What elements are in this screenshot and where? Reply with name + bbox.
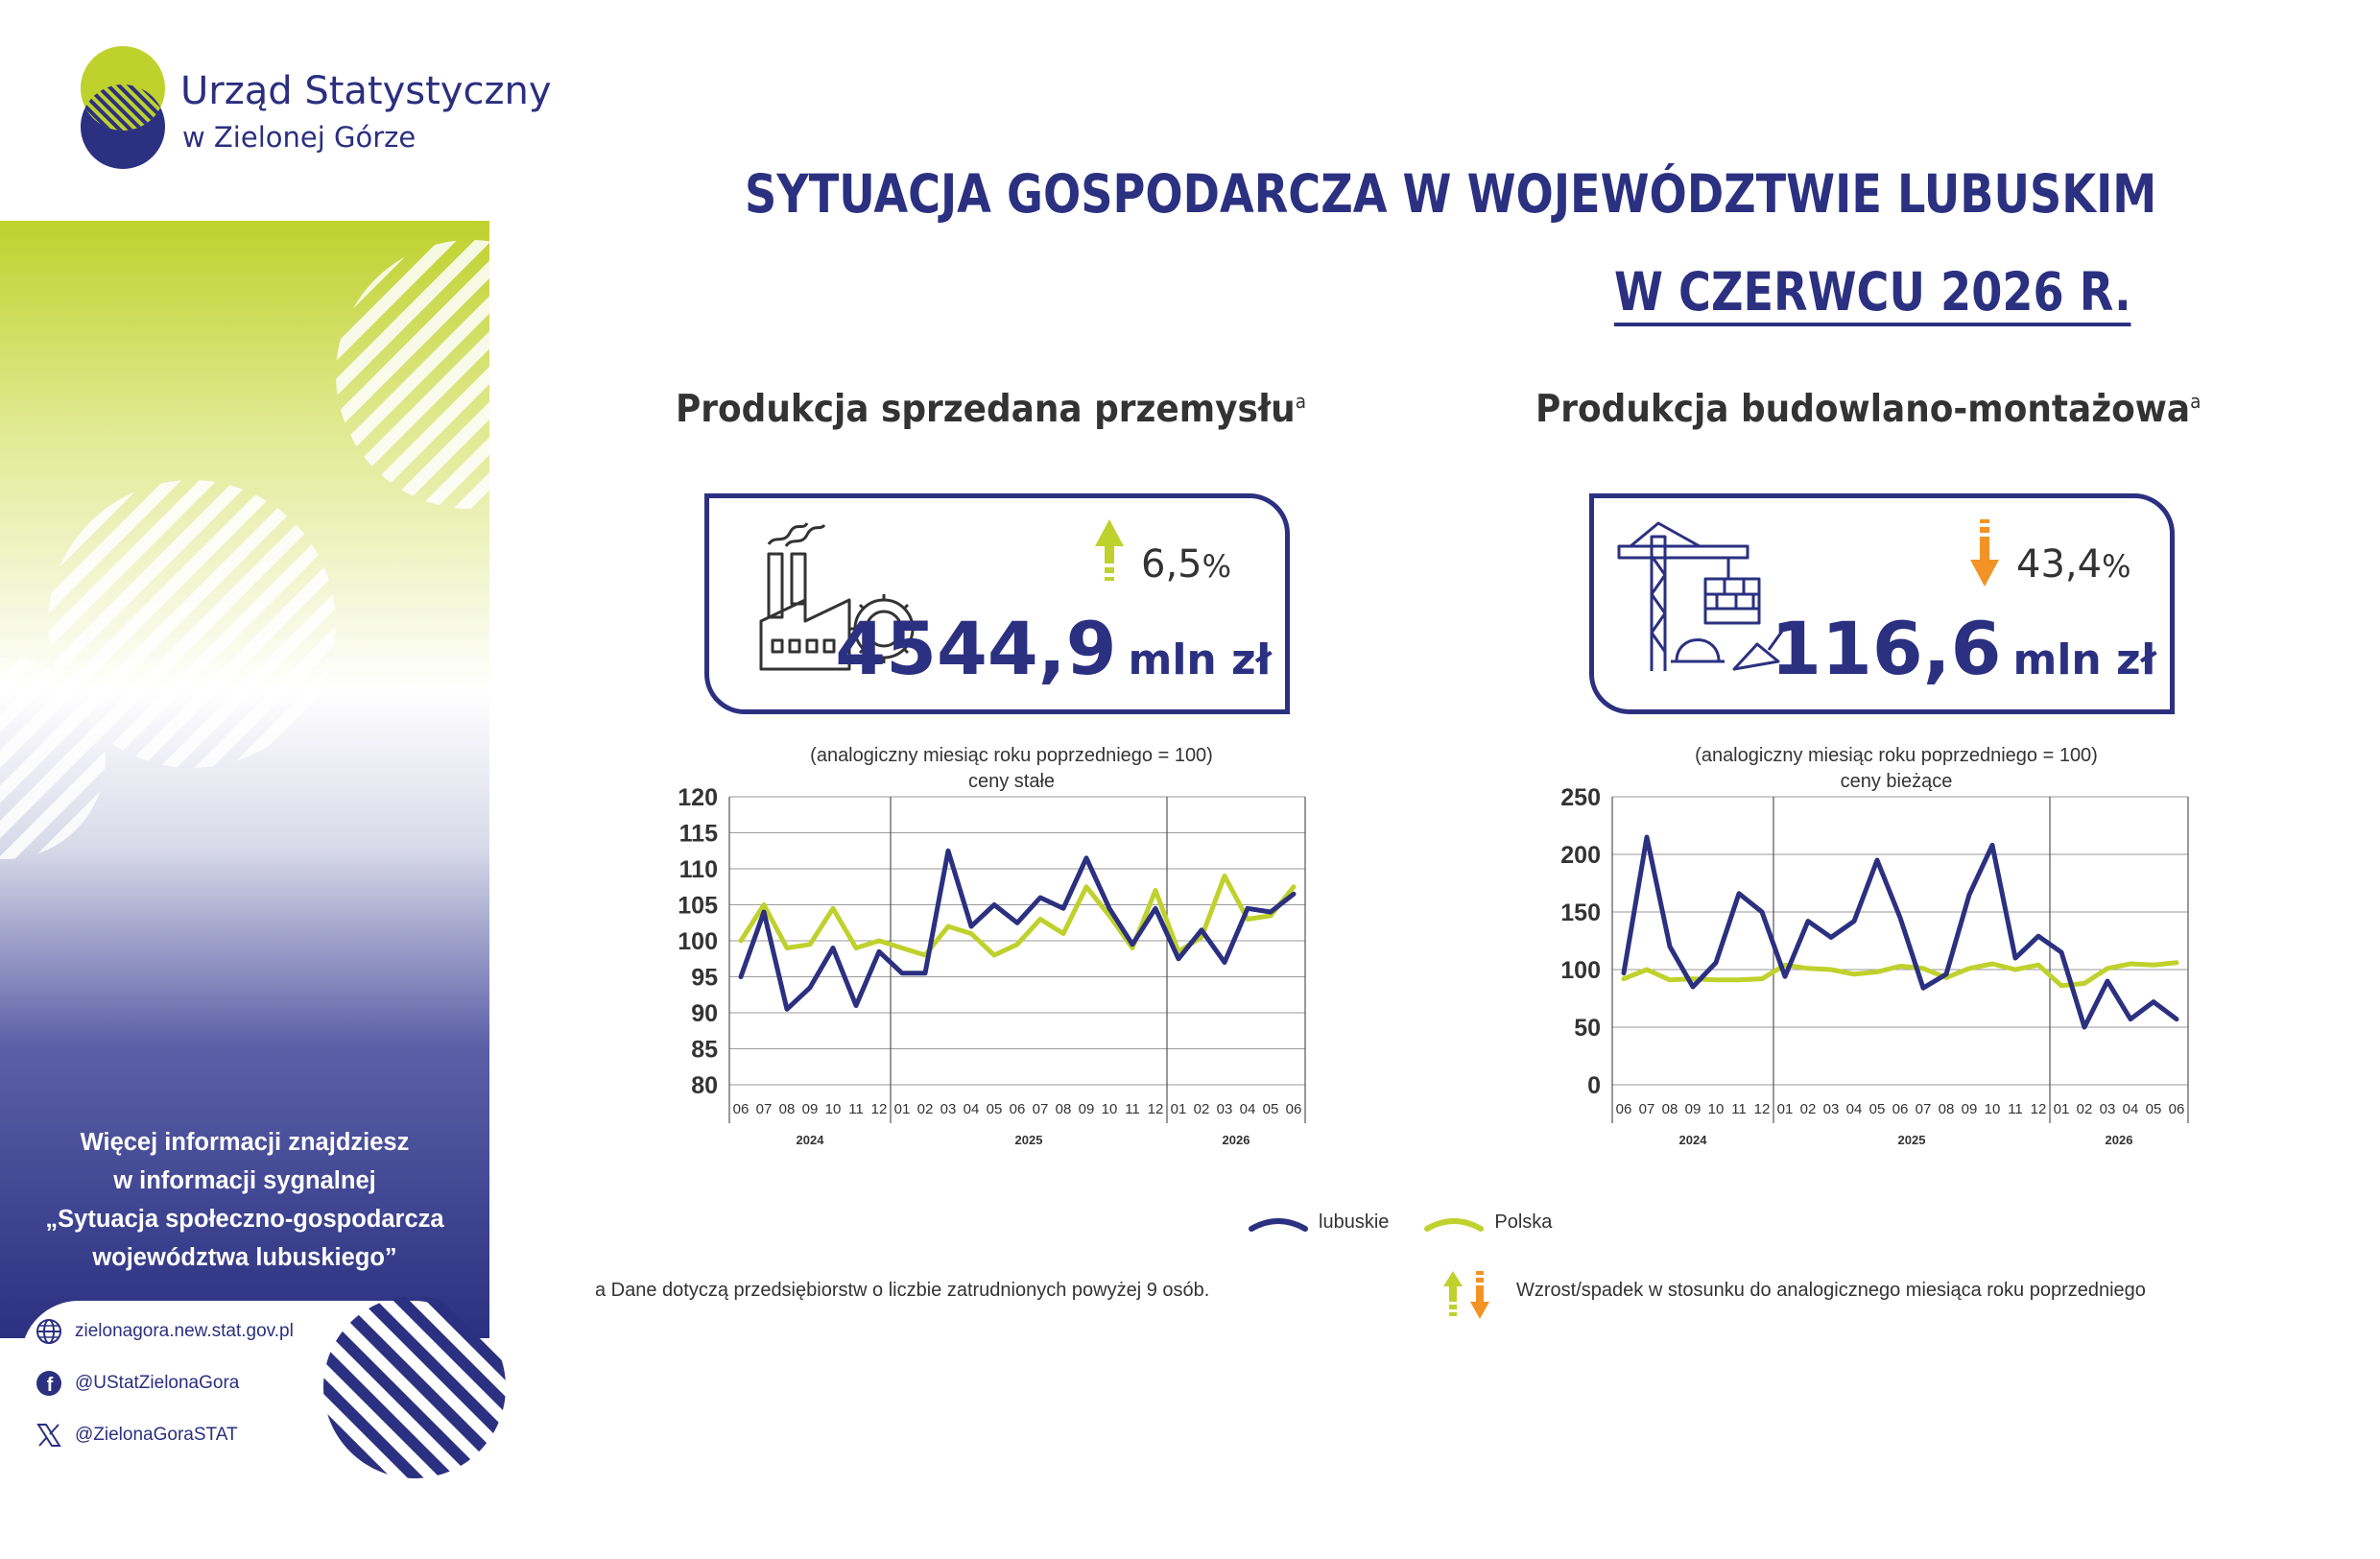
x-tick-label: 09 <box>802 1101 819 1117</box>
kpi-amount-value: 4544,9 <box>835 606 1116 691</box>
chart-legend <box>1248 1211 1552 1234</box>
kpi-amount-unit: mln zł <box>1128 636 1272 684</box>
info-line: Więcej informacji znajdziesz <box>19 1123 470 1162</box>
x-tick-label: 10 <box>1985 1101 2001 1117</box>
kpi-box-construction <box>1589 493 2175 714</box>
informatorium <box>19 1490 470 1559</box>
kpi-amount-construction <box>1771 606 2156 691</box>
y-tick-label: 115 <box>679 821 718 848</box>
footnote-mark: a <box>1296 390 1306 413</box>
line-chart-construction <box>1545 785 2207 1188</box>
y-tick-label: 120 <box>678 784 718 811</box>
y-tick-label: 90 <box>691 1000 718 1027</box>
x-tick-label: 05 <box>1869 1101 1886 1117</box>
x-year-label: 2025 <box>1898 1133 1926 1147</box>
x-tick-label: 02 <box>917 1101 934 1117</box>
kpi-change-value: 6,5 <box>1141 542 1202 587</box>
logo-icon <box>75 44 171 179</box>
kpi-change-construction <box>2016 542 2130 587</box>
y-tick-label: 95 <box>691 965 718 992</box>
x-year-label: 2026 <box>2106 1133 2133 1147</box>
x-tick-label: 12 <box>871 1101 888 1117</box>
chart-subtitle-line: ceny stałe <box>724 769 1299 795</box>
x-tick-label: 07 <box>756 1101 773 1117</box>
organization-location: w Zielonej Górze <box>182 121 416 154</box>
x-year-label: 2025 <box>1015 1133 1043 1147</box>
x-tick-label: 08 <box>1056 1101 1072 1117</box>
page-title-line2: W CZERWCU 2026 R. <box>1614 261 2131 326</box>
x-tick-label: 07 <box>1916 1101 1932 1117</box>
x-tick-label: 03 <box>1217 1101 1233 1117</box>
kpi-amount-value: 116,6 <box>1771 606 2001 691</box>
x-tick-label: 04 <box>964 1101 980 1117</box>
x-tick-label: 03 <box>940 1101 957 1117</box>
y-tick-label: 105 <box>678 893 718 920</box>
footnote: a Dane dotyczą przedsiębiorstw o liczbie zatrudnionych powyżej 9 osób. <box>595 1280 1209 1302</box>
x-year-label: 2024 <box>1679 1133 1708 1147</box>
x-tick-label: 05 <box>2146 1101 2162 1117</box>
y-tick-label: 85 <box>691 1037 718 1064</box>
section-title-text: Produkcja sprzedana przemysłu <box>676 388 1296 431</box>
website-text: zielonagora.new.stat.gov.pl <box>75 1321 294 1342</box>
x-text: @ZielonaGoraSTAT <box>75 1425 238 1446</box>
info-line: województwa lubuskiego” <box>19 1238 470 1277</box>
x-tick-label: 10 <box>825 1101 842 1117</box>
x-tick-label: 08 <box>1939 1101 1955 1117</box>
series-line-lubuskie <box>1624 837 2177 1027</box>
x-tick-label: 01 <box>1171 1101 1187 1117</box>
arrow-up-icon <box>1093 517 1126 594</box>
x-link[interactable] <box>35 1416 238 1454</box>
kpi-amount-industry <box>835 606 1272 691</box>
x-tick-label: 06 <box>1892 1101 1909 1117</box>
legend-swatch-polska <box>1423 1213 1485 1233</box>
x-tick-label: 01 <box>894 1101 911 1117</box>
x-tick-label: 07 <box>1033 1101 1049 1117</box>
x-year-label: 2024 <box>797 1133 825 1147</box>
x-tick-label: 09 <box>1962 1101 1978 1117</box>
x-tick-label: 05 <box>1263 1101 1279 1117</box>
x-tick-label: 12 <box>1754 1101 1771 1117</box>
y-tick-label: 0 <box>1587 1072 1601 1099</box>
page-title-line1: SYTUACJA GOSPODARCZA W WOJEWÓDZTWIE LUBUSKIM <box>745 163 2156 225</box>
kpi-amount-unit: mln zł <box>2012 636 2156 684</box>
kpi-box-industry <box>704 493 1290 714</box>
arrow-legend-note: Wzrost/spadek w stosunku do analogicznego miesiąca roku poprzedniego <box>1516 1280 2146 1302</box>
legend-label-polska: Polska <box>1494 1211 1552 1234</box>
globe-icon <box>35 1317 63 1346</box>
kpi-change-unit: % <box>1202 548 1231 585</box>
x-tick-label: 02 <box>2077 1101 2093 1117</box>
svg-text:f: f <box>47 1375 54 1396</box>
x-logo-icon <box>35 1421 63 1450</box>
y-tick-label: 50 <box>1574 1015 1601 1042</box>
x-tick-label: 03 <box>2100 1101 2116 1117</box>
info-line: w informacji sygnalnej <box>19 1162 470 1200</box>
x-tick-label: 06 <box>733 1101 750 1117</box>
x-tick-label: 04 <box>1240 1101 1256 1117</box>
x-tick-label: 11 <box>1125 1101 1140 1117</box>
legend-label-lubuskie: lubuskie <box>1319 1211 1389 1234</box>
y-tick-label: 100 <box>678 928 718 955</box>
arrow-down-icon <box>1968 517 2001 594</box>
legend-swatch-lubuskie <box>1248 1213 1309 1233</box>
section-title-text: Produkcja budowlano-montażowa <box>1535 388 2190 431</box>
x-tick-label: 08 <box>1662 1101 1678 1117</box>
x-tick-label: 04 <box>1846 1101 1863 1117</box>
section-title-construction <box>1535 388 2201 431</box>
x-tick-label: 09 <box>1079 1101 1095 1117</box>
y-tick-label: 110 <box>679 856 718 883</box>
x-tick-label: 06 <box>1286 1101 1302 1117</box>
info-line: „Sytuacja społeczno-gospodarcza <box>19 1200 470 1238</box>
y-tick-label: 80 <box>691 1072 718 1099</box>
chart-subtitle-line: (analogiczny miesiąc roku poprzedniego = 100) <box>1608 743 2184 769</box>
chart-subtitle-line: ceny bieżące <box>1608 769 2184 795</box>
y-tick-label: 250 <box>1560 784 1601 811</box>
x-tick-label: 06 <box>2169 1101 2185 1117</box>
informatorium-label: Informatorium statystyczne <box>19 1490 470 1524</box>
y-tick-label: 150 <box>1560 899 1601 926</box>
section-title-industry <box>676 388 1306 431</box>
x-tick-label: 09 <box>1685 1101 1702 1117</box>
informatorium-phone[interactable]: tel. 68 322 31 28 <box>19 1524 470 1559</box>
x-year-label: 2026 <box>1223 1133 1250 1147</box>
kpi-change-unit: % <box>2102 548 2130 585</box>
x-tick-label: 06 <box>1616 1101 1632 1117</box>
x-tick-label: 04 <box>2123 1101 2139 1117</box>
x-tick-label: 02 <box>1194 1101 1210 1117</box>
website-link[interactable] <box>35 1312 294 1351</box>
x-tick-label: 03 <box>1823 1101 1840 1117</box>
kpi-change-industry <box>1141 542 1231 587</box>
x-tick-label: 07 <box>1639 1101 1655 1117</box>
facebook-text: @UStatZielonaGora <box>75 1373 239 1394</box>
x-tick-label: 06 <box>1010 1101 1026 1117</box>
footnote-mark: a <box>2190 390 2201 413</box>
contact-card-stripes <box>309 1282 520 1493</box>
x-tick-label: 01 <box>1777 1101 1794 1117</box>
y-tick-label: 100 <box>1560 957 1601 984</box>
x-tick-label: 01 <box>2054 1101 2070 1117</box>
y-tick-label: 200 <box>1560 842 1601 869</box>
facebook-link[interactable] <box>35 1364 239 1403</box>
x-tick-label: 05 <box>987 1101 1003 1117</box>
up-down-arrows-icon <box>1441 1269 1499 1321</box>
x-tick-label: 10 <box>1102 1101 1118 1117</box>
x-tick-label: 12 <box>1148 1101 1164 1117</box>
facebook-icon <box>35 1369 63 1398</box>
info-text <box>19 1123 470 1277</box>
x-tick-label: 08 <box>779 1101 796 1117</box>
chart-subtitle-line: (analogiczny miesiąc roku poprzedniego = 100) <box>724 743 1299 769</box>
contact-card <box>21 1301 472 1468</box>
x-tick-label: 11 <box>848 1101 864 1117</box>
x-tick-label: 10 <box>1708 1101 1725 1117</box>
organization-name: Urząd Statystyczny <box>180 69 551 113</box>
x-tick-label: 12 <box>2031 1101 2047 1117</box>
x-tick-label: 11 <box>2008 1101 2023 1117</box>
x-tick-label: 02 <box>1800 1101 1817 1117</box>
line-chart-industry <box>662 785 1324 1188</box>
left-panel <box>0 221 489 1338</box>
series-line-lubuskie <box>741 851 1294 1009</box>
kpi-change-value: 43,4 <box>2016 542 2102 587</box>
x-tick-label: 11 <box>1731 1101 1747 1117</box>
